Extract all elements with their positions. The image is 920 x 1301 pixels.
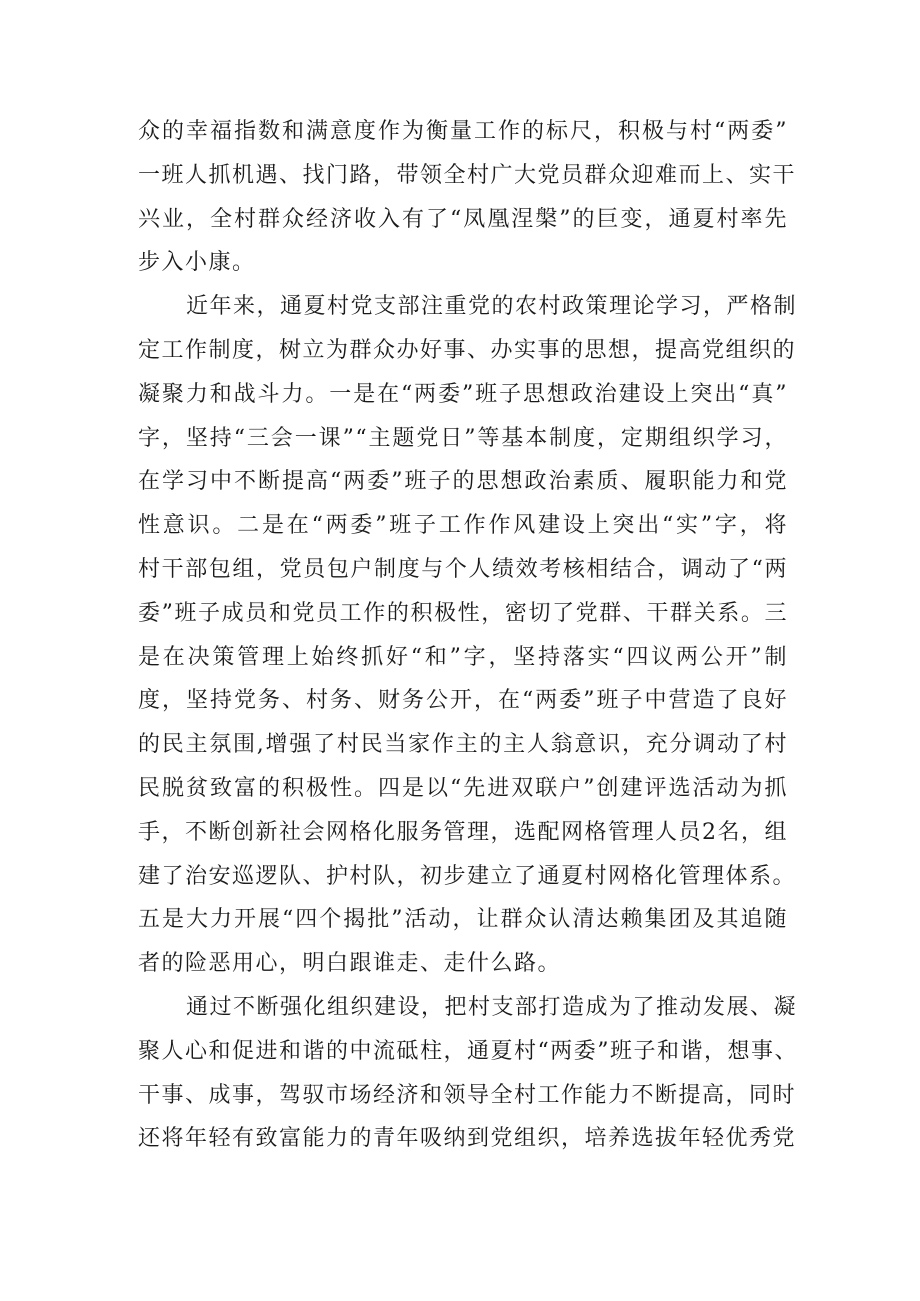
text-line: 性意识。二是在“两委”班子工作作风建设上突出“实”字，将 — [138, 513, 788, 539]
text-line: 还将年轻有致富能力的青年吸纳到党组织，培养选拔年轻优秀党 — [138, 1126, 797, 1152]
text-line: 通过不断强化组织建设，把村支部打造成为了推动发展、凝 — [186, 994, 798, 1020]
body-text — [138, 110, 798, 1161]
text-line: 定工作制度，树立为群众办好事、办实事的思想，提高党组织的 — [138, 337, 797, 363]
paragraph-3 — [138, 986, 798, 1161]
text-line: 字，坚持“三会一课”“主题党日”等基本制度，定期组织学习， — [138, 425, 788, 451]
text-line: 手，不断创新社会网格化服务管理，选配网格管理人员2名，组 — [138, 819, 788, 845]
text-line: 众的幸福指数和满意度作为衡量工作的标尺，积极与村“两委” — [138, 119, 788, 144]
text-line: 民脱贫致富的积极性。四是以“先进双联户”创建评选活动为抓 — [138, 775, 788, 801]
paragraph-1 — [138, 110, 797, 285]
text-line: 一班人抓机遇、找门路，带领全村广大党员群众迎难而上、实干 — [138, 162, 797, 188]
text-line: 在学习中不断提高“两委”班子的思想政治素质、履职能力和党 — [138, 469, 788, 495]
text-line: 五是大力开展“四个揭批”活动，让群众认清达赖集团及其追随 — [138, 907, 788, 933]
text-line: 兴业，全村群众经济收入有了“凤凰涅槃”的巨变，通夏村率先 — [138, 206, 788, 232]
text-line: 是在决策管理上始终抓好“和”字，坚持落实“四议两公开”制 — [138, 644, 788, 670]
text-line: 近年来，通夏村党支部注重党的农村政策理论学习，严格制 — [186, 294, 798, 320]
text-line: 村干部包组，党员包户制度与个人绩效考核相结合，调动了“两 — [138, 556, 788, 582]
text-line: 的民主氛围,增强了村民当家作主的主人翁意识，充分调动了村 — [138, 732, 788, 758]
text-line: 步入小康。 — [138, 250, 256, 276]
text-line: 者的险恶用心，明白跟谁走、走什么路。 — [138, 951, 562, 977]
text-line: 委”班子成员和党员工作的积极性，密切了党群、干群关系。三 — [138, 600, 788, 626]
paragraph-2 — [138, 285, 798, 986]
text-line: 干事、成事，驾驭市场经济和领导全村工作能力不断提高，同时 — [138, 1082, 797, 1108]
text-line: 建了治安巡逻队、护村队，初步建立了通夏村网格化管理体系。 — [138, 863, 797, 889]
text-line: 度，坚持党务、村务、财务公开，在“两委”班子中营造了良好 — [138, 688, 788, 714]
text-line: 凝聚力和战斗力。一是在“两委”班子思想政治建设上突出“真” — [138, 381, 788, 407]
text-line: 聚人心和促进和谐的中流砥柱，通夏村“两委”班子和谐，想事、 — [138, 1038, 798, 1064]
